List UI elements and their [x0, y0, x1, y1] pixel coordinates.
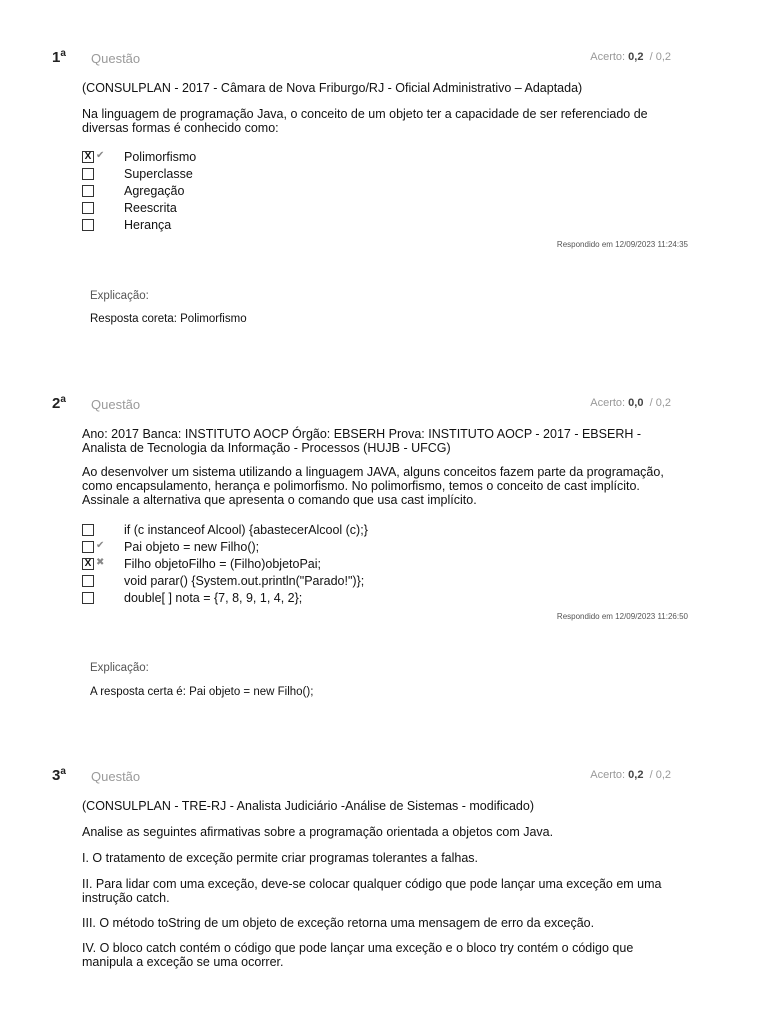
- option-3[interactable]: [82, 184, 682, 200]
- option-text: double[ ] nota = {7, 8, 9, 1, 4, 2};: [124, 591, 303, 605]
- question-intro: Analise as seguintes afirmativas sobre a programação orientada a objetos com Java.: [82, 825, 554, 839]
- option-5[interactable]: [82, 591, 682, 607]
- option-text: Pai objeto = new Filho();: [124, 540, 260, 554]
- question-source: (CONSULPLAN - TRE-RJ - Analista Judiciário -Análise de Sistemas - modificado): [82, 799, 535, 813]
- score: Acerto: 0,2 / 0,2: [590, 51, 671, 63]
- question-label: Questão: [91, 769, 141, 784]
- checkbox[interactable]: [82, 185, 94, 197]
- question-label: Questão: [91, 51, 141, 66]
- check-icon: ✔: [96, 540, 105, 551]
- checkbox[interactable]: [82, 541, 94, 553]
- option-1[interactable]: [82, 523, 682, 539]
- option-text: Herança: [124, 218, 172, 232]
- score: Acerto: 0,0 / 0,2: [590, 397, 671, 409]
- checkbox[interactable]: [82, 219, 94, 231]
- checkbox[interactable]: [82, 575, 94, 587]
- question-source: (CONSULPLAN - 2017 - Câmara de Nova Friburgo/RJ - Oficial Administrativo – Adaptada): [82, 81, 583, 95]
- option-text: Agregação: [124, 184, 185, 198]
- option-text: Filho objetoFilho = (Filho)objetoPai;: [124, 557, 321, 571]
- answered-timestamp: Respondido em 12/09/2023 11:26:50: [556, 612, 688, 621]
- score: Acerto: 0,2 / 0,2: [590, 769, 671, 781]
- option-5[interactable]: [82, 218, 682, 234]
- explanation-label: Explicação:: [90, 290, 149, 302]
- check-icon: ✔: [96, 150, 105, 161]
- checkbox[interactable]: X: [82, 151, 94, 163]
- cross-icon: ✖: [96, 557, 105, 568]
- checkbox[interactable]: [82, 592, 94, 604]
- explanation-text: Resposta coreta: Polimorfismo: [90, 313, 247, 325]
- question-statement: Ao desenvolver um sistema utilizando a linguagem JAVA, alguns conceitos fazem parte da programação, como encapsulamento, herança e polimorfismo. No polimorfismo, temos o conceito de cast implícito. Assinale a alternativa que apresenta o comando que usa cast implícito.: [82, 465, 664, 507]
- option-1[interactable]: [82, 150, 682, 166]
- question-number: 1$^a$: [52, 48, 66, 66]
- option-4[interactable]: [82, 574, 682, 590]
- statement-i: I. O tratamento de exceção permite criar programas tolerantes a falhas.: [82, 851, 479, 865]
- question-source: Ano: 2017 Banca: INSTITUTO AOCP Órgão: EBSERH Prova: INSTITUTO AOCP - 2017 - EBSERH - Analista de Tecnologia da Informação - Processos (HUJB - UFCG): [82, 427, 642, 455]
- statement-iii: III. O método toString de um objeto de exceção retorna uma mensagem de erro da exceção.: [82, 916, 595, 930]
- checkbox[interactable]: [82, 202, 94, 214]
- question-number: 2$^a$: [52, 394, 66, 412]
- option-text: void parar() {System.out.println("Parado!")};: [124, 574, 365, 588]
- explanation-label: Explicação:: [90, 662, 149, 674]
- checkbox[interactable]: [82, 168, 94, 180]
- option-text: Polimorfismo: [124, 150, 197, 164]
- question-number: 3$^a$: [52, 766, 66, 784]
- checkbox[interactable]: [82, 524, 94, 536]
- checkbox[interactable]: X: [82, 558, 94, 570]
- option-2[interactable]: [82, 540, 682, 556]
- explanation-text: A resposta certa é: Pai objeto = new Filho();: [90, 686, 314, 698]
- option-2[interactable]: [82, 167, 682, 183]
- question-label: Questão: [91, 397, 141, 412]
- answered-timestamp: Respondido em 12/09/2023 11:24:35: [556, 240, 688, 249]
- option-4[interactable]: [82, 201, 682, 217]
- option-text: Reescrita: [124, 201, 177, 215]
- statement-ii: II. Para lidar com uma exceção, deve-se colocar qualquer código que pode lançar uma exceção em uma instrução catch.: [82, 877, 662, 905]
- question-statement: Na linguagem de programação Java, o conceito de um objeto ter a capacidade de ser referenciado de diversas formas é conhecido como:: [82, 107, 648, 135]
- statement-iv: IV. O bloco catch contém o código que pode lançar uma exceção e o bloco try contém o código que manipula a exceção se uma ocorrer.: [82, 941, 634, 969]
- option-text: Superclasse: [124, 167, 193, 181]
- option-text: if (c instanceof Alcool) {abastecerAlcool (c);}: [124, 523, 368, 537]
- option-3[interactable]: [82, 557, 682, 573]
